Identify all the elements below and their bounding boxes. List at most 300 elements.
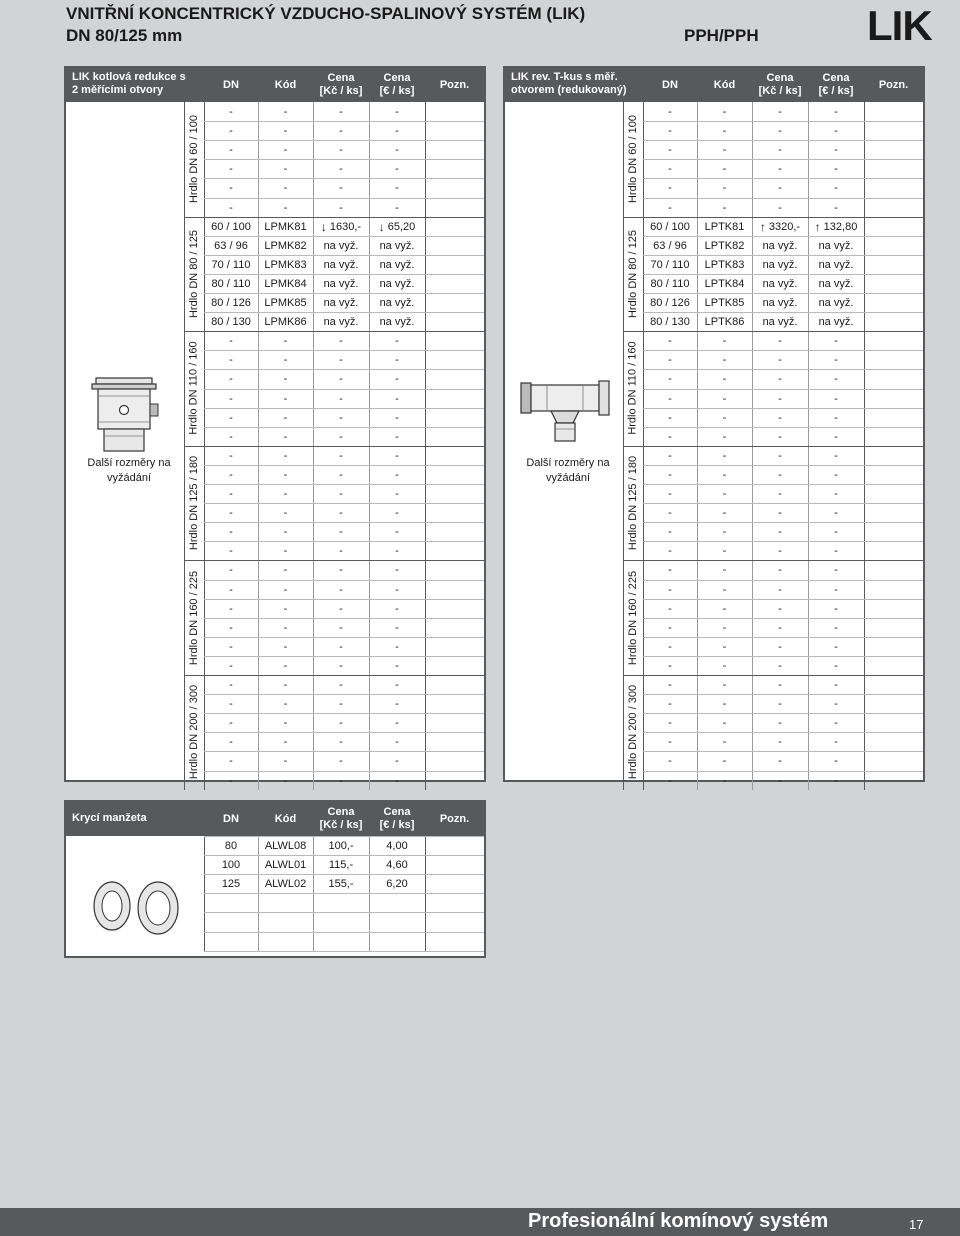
table-cell [697, 580, 752, 599]
table-cell-text: - [283, 106, 288, 118]
brand-logo: LIK [867, 2, 932, 49]
table-cell [808, 294, 864, 313]
table-cell-text: - [395, 526, 399, 539]
table-cell [313, 236, 369, 255]
table-cell-text: na vyž. [762, 297, 798, 309]
table-cell-text: - [778, 354, 782, 367]
table-cell [204, 932, 258, 951]
table-cell-text: - [834, 583, 838, 596]
table-cell [369, 733, 425, 752]
table-cell-text: - [395, 449, 399, 462]
table-cell [369, 523, 425, 542]
table-cell-text: na vyž. [323, 239, 359, 252]
table-cell [258, 580, 313, 599]
table-cell-text: - [778, 602, 782, 615]
table-cell [313, 676, 369, 695]
table-cell-text: 65,20 [387, 220, 416, 233]
table-cell [808, 465, 864, 484]
table-cell-text: na vyž. [323, 297, 359, 309]
table-cell [258, 446, 313, 465]
table-cell-text: - [229, 449, 233, 462]
table-cell [258, 389, 313, 408]
table-cell-text: - [668, 144, 672, 157]
table-cell [752, 618, 808, 637]
table-cell-text: - [834, 755, 838, 768]
table-cell-text: - [722, 564, 727, 577]
table-cell-text: - [668, 392, 672, 405]
table-cell-text: - [229, 755, 233, 768]
table-cell-text: - [834, 373, 838, 386]
table-cell-text: 100 [221, 859, 241, 872]
table-cell [369, 274, 425, 293]
table-cell [204, 255, 258, 274]
table-cell [752, 408, 808, 427]
table-cell [697, 274, 752, 293]
table-cell-text: - [722, 621, 727, 634]
table-cell-text: - [229, 411, 233, 424]
table-cell [808, 656, 864, 675]
table-cell [204, 198, 258, 217]
table-cell [697, 465, 752, 484]
table-cell [204, 913, 258, 932]
table-cell [369, 160, 425, 179]
table-cell-text: - [229, 201, 233, 214]
table-cell-text: - [283, 144, 288, 157]
table-cell-text: - [395, 774, 399, 787]
table-cell [697, 561, 752, 580]
table-cell-text: - [722, 449, 727, 462]
table-cell-text: - [339, 430, 343, 443]
table-cell-text: 60 / 100 [211, 220, 251, 233]
table-cell [697, 656, 752, 675]
group-label-text: Hrdlo DN 160 / 225 [627, 570, 640, 665]
table-cell-text: - [834, 774, 838, 787]
table-cell [643, 198, 697, 217]
table-cell [808, 561, 864, 580]
table-cell-text: - [229, 335, 233, 348]
table-cell [369, 656, 425, 675]
table-cell [752, 599, 808, 618]
table-cell-text: - [668, 736, 672, 749]
table-cell [752, 389, 808, 408]
table-cell [808, 389, 864, 408]
table-cell-text: - [834, 182, 838, 195]
group-label-text: Hrdlo DN 80 / 125 [627, 229, 640, 318]
table-cell-text: - [283, 449, 288, 462]
table-cell-text: - [283, 774, 288, 787]
table-cell-text: - [834, 640, 838, 653]
table-cell [258, 913, 313, 932]
table-cell-text: - [395, 144, 399, 157]
table-cell [204, 580, 258, 599]
table-cell [369, 618, 425, 637]
table-cell [752, 771, 808, 790]
table-cell [204, 179, 258, 198]
table-cell [313, 580, 369, 599]
table-cell [752, 542, 808, 561]
table-cell-text: - [722, 201, 727, 214]
table-cell-text: LPMK86 [264, 316, 307, 329]
table-cell [369, 122, 425, 141]
table-cell [313, 122, 369, 141]
table-cell-text: - [229, 717, 233, 730]
table-cell-text: - [722, 526, 727, 539]
table-cell [369, 141, 425, 160]
table-cell [204, 676, 258, 695]
table-cell [643, 676, 697, 695]
table-cell-text: - [229, 125, 233, 138]
table-cell-text: - [283, 602, 288, 615]
table-cell-text: - [722, 125, 727, 138]
material-label: PPH/PPH [684, 26, 759, 45]
table-cell-text: - [834, 526, 838, 539]
table-cell-text: - [722, 717, 727, 730]
table-cell-text: - [283, 125, 288, 138]
table-cell [697, 255, 752, 274]
table-cell [258, 427, 313, 446]
table-cell-text: - [668, 125, 672, 138]
table-cell [204, 837, 258, 856]
table-cell [313, 370, 369, 389]
table-cell [369, 485, 425, 504]
table-cell [369, 599, 425, 618]
table-cell-text: - [283, 468, 288, 481]
table-cell-text: - [778, 488, 782, 500]
table-cell [808, 618, 864, 637]
table-cell [697, 141, 752, 160]
table-cell [204, 733, 258, 752]
table-cell [697, 236, 752, 255]
table-cell-text: - [395, 545, 399, 558]
table-cell-text: - [395, 583, 399, 596]
table-cell [808, 714, 864, 733]
table-cell-text: 1630,- [329, 220, 362, 233]
table-cell [313, 714, 369, 733]
table-cell [313, 274, 369, 293]
table-cell [258, 351, 313, 370]
table-cell [313, 485, 369, 504]
table-cell-text: - [834, 449, 838, 462]
table-cell-text: na vyž. [323, 316, 359, 329]
group-label-text: Hrdlo DN 160 / 225 [188, 570, 201, 665]
table-cell [313, 656, 369, 675]
col-header-cena-label: Cena [822, 72, 850, 84]
table-cell-text: - [283, 335, 288, 348]
table-cell-text: - [283, 526, 288, 539]
table-cell [313, 408, 369, 427]
table-cell-text: - [339, 411, 343, 424]
table-cell-text: 80 / 126 [650, 297, 690, 309]
table-cell-text: LPTK86 [704, 316, 745, 329]
table-cell [258, 676, 313, 695]
table-cell [808, 160, 864, 179]
table-cell [258, 179, 313, 198]
table-cell [752, 370, 808, 389]
table-cell-text: - [395, 182, 399, 195]
table-cell [313, 351, 369, 370]
table-cell [369, 370, 425, 389]
table-cell-text: - [834, 698, 838, 711]
table-cell-text: - [668, 602, 672, 615]
table-cell [258, 561, 313, 580]
table-cell-text: 63 / 96 [653, 239, 687, 252]
table-cell [204, 294, 258, 313]
table-cell-text: 155,- [328, 878, 354, 891]
table-cell-text: - [229, 621, 233, 634]
table-cell-text: - [283, 182, 288, 195]
table-cell-text: - [229, 679, 233, 691]
table-cell [808, 274, 864, 293]
table-cell [204, 465, 258, 484]
group-label [624, 446, 642, 561]
table-cell-text: - [395, 163, 399, 176]
table-cell [204, 695, 258, 714]
table-cell-text: na vyž. [323, 277, 359, 290]
table-cell [258, 894, 313, 913]
table-cell-text: - [834, 335, 838, 348]
table-cell [369, 465, 425, 484]
group-label-text: Hrdlo DN 125 / 180 [627, 456, 640, 551]
table-cell [643, 733, 697, 752]
col-header-kc-unit: [Kč / ks] [319, 819, 363, 831]
table-cell [369, 752, 425, 771]
table-cell [369, 198, 425, 217]
table-cell-text: - [668, 430, 672, 443]
table-cell [752, 733, 808, 752]
table-cell-text: - [834, 163, 838, 176]
table-cell-text: - [778, 736, 782, 749]
table-cell-text: - [229, 640, 233, 653]
table-cell-text: LPMK81 [264, 220, 307, 233]
table-cell-text: - [668, 679, 672, 691]
table-cell-text: na vyž. [379, 277, 415, 290]
table-cell [313, 446, 369, 465]
table-cell [752, 294, 808, 313]
table-cell [643, 313, 697, 332]
table-cell-text: - [229, 545, 233, 558]
table-cell-text: - [395, 755, 399, 768]
table-cell [643, 255, 697, 274]
table-cell-text: - [339, 717, 343, 730]
table-cell [313, 894, 369, 913]
table-cell-text: na vyž. [762, 258, 798, 271]
table-cell-text: - [229, 659, 233, 672]
table-cell [369, 236, 425, 255]
table-cell-text: - [395, 411, 399, 424]
table-cell [697, 198, 752, 217]
table-cell [258, 122, 313, 141]
arrow-down-icon: ↓ [378, 219, 385, 234]
table-cell [643, 637, 697, 656]
table-cell [643, 294, 697, 313]
table-cell-text: - [778, 755, 782, 768]
group-label [185, 560, 203, 675]
arrow-up-icon: ↑ [759, 219, 766, 234]
table-cell [752, 504, 808, 523]
table-cell [204, 313, 258, 332]
table-cell-text: na vyž. [379, 316, 415, 329]
table-cell-text: - [339, 774, 343, 787]
table-cell-text: - [395, 602, 399, 615]
table-cell-text: - [668, 354, 672, 367]
table-cell [258, 332, 313, 351]
table-cell-text: na vyž. [379, 297, 415, 309]
table-cell [643, 656, 697, 675]
table-cell [313, 837, 369, 856]
table-cell [204, 408, 258, 427]
table-cell [752, 313, 808, 332]
table-cell [697, 446, 752, 465]
table-cell [808, 695, 864, 714]
table-cell-text: - [283, 679, 288, 691]
table-cell-text: - [668, 373, 672, 386]
table-cell-text: - [229, 373, 233, 386]
table-cell [752, 332, 808, 351]
arrow-up-icon: ↑ [814, 219, 821, 234]
table-cell-text: - [722, 488, 727, 500]
table-cell [643, 236, 697, 255]
table-cell-text: - [778, 106, 782, 118]
table-cell-text: - [778, 679, 782, 691]
table-cell [643, 122, 697, 141]
table-cell-text: na vyž. [762, 277, 798, 290]
table-cell [643, 427, 697, 446]
table-cell [697, 427, 752, 446]
table-cell [313, 332, 369, 351]
table-cell-text: - [395, 679, 399, 691]
table-cell [697, 103, 752, 122]
table-cell [204, 122, 258, 141]
table-cell-text: 132,80 [823, 220, 858, 233]
table-cell-text: - [283, 411, 288, 424]
table-cell [697, 714, 752, 733]
col-header-kc-unit: [Kč / ks] [319, 85, 363, 97]
table-cell-text: - [834, 430, 838, 443]
table-cell-text: - [722, 545, 727, 558]
table-cell [258, 752, 313, 771]
table-cell [204, 599, 258, 618]
table-cell-text: - [834, 545, 838, 558]
table-cell [313, 856, 369, 875]
table-cell-text: - [778, 507, 782, 520]
table-cell [313, 427, 369, 446]
table-cell-text: - [722, 335, 727, 348]
table-cell-text: - [668, 468, 672, 481]
table-cell-text: - [395, 717, 399, 730]
table-cell-text: - [283, 354, 288, 367]
group-label-text: Hrdlo DN 80 / 125 [188, 229, 201, 318]
table-cell-text: - [395, 507, 399, 520]
table-cell-text: - [668, 698, 672, 711]
table-cell [643, 141, 697, 160]
table-cell-text: - [778, 430, 782, 443]
table-cell-text: - [722, 373, 727, 386]
table-cell-text: - [778, 468, 782, 481]
table-cell-text: - [229, 106, 233, 118]
group-label [624, 331, 642, 446]
table-cell [369, 103, 425, 122]
table-cell [369, 351, 425, 370]
table-cell-text: - [339, 354, 343, 367]
table-cell [204, 103, 258, 122]
table-cell [369, 313, 425, 332]
table-cell [204, 427, 258, 446]
group-label [185, 217, 203, 332]
table-cell-text: na vyž. [762, 316, 798, 329]
table-cell [369, 837, 425, 856]
table-cell [808, 637, 864, 656]
table-cell-text: - [229, 468, 233, 481]
table-cell [369, 542, 425, 561]
table-cell-text: - [668, 488, 672, 500]
table-cell [752, 580, 808, 599]
table-cell [697, 313, 752, 332]
table-cell [313, 179, 369, 198]
group-label [185, 331, 203, 446]
table-cell-text: - [722, 507, 727, 520]
table-cell [808, 599, 864, 618]
table-cell [258, 465, 313, 484]
table-cell [752, 274, 808, 293]
table-cell [369, 217, 425, 236]
table-cell [313, 255, 369, 274]
table-cell-text: - [395, 698, 399, 711]
col-header-dn: DN [223, 78, 239, 91]
table-cell-text: LPMK85 [264, 297, 307, 309]
table-cell-text: - [339, 449, 343, 462]
table-cell-text: - [395, 659, 399, 672]
table-cell [808, 332, 864, 351]
panel-note: Další rozměry na vyžádání [526, 457, 610, 484]
table-cell-text: - [722, 392, 727, 405]
table-cell-text: - [668, 507, 672, 520]
table-cell-text: - [283, 583, 288, 596]
table-cell-text: - [229, 698, 233, 711]
panel-title: LIK rev. T-kus s měř. otvorem (redukovaný) [511, 71, 627, 96]
group-label [185, 102, 203, 217]
table-cell [313, 103, 369, 122]
table-cell-text: - [283, 755, 288, 768]
table-cell [643, 752, 697, 771]
table-cell [369, 894, 425, 913]
table-cell-text: 80 / 126 [211, 297, 251, 309]
col-header-cena-eur [808, 68, 864, 102]
table-cell [752, 198, 808, 217]
table-cell-text: - [668, 659, 672, 672]
table-cell [258, 695, 313, 714]
group-label-text: Hrdlo DN 200 / 300 [188, 685, 201, 780]
table-cell-text: - [339, 507, 343, 520]
table-cell [313, 198, 369, 217]
table-cell [752, 103, 808, 122]
table-cell [369, 714, 425, 733]
table-cell-text: - [283, 163, 288, 176]
table-cell-text: - [668, 106, 672, 118]
table-cell-text: 80 / 110 [211, 277, 251, 290]
table-cell [313, 523, 369, 542]
table-cell-text: - [283, 545, 288, 558]
table-cell [697, 294, 752, 313]
table-cell [643, 542, 697, 561]
panel-kryci-manzeta [64, 800, 486, 958]
table-cell [369, 389, 425, 408]
table-cell-text: - [668, 526, 672, 539]
table-cell-text: - [283, 698, 288, 711]
table-cell [258, 932, 313, 951]
table-cell [808, 408, 864, 427]
table-cell [752, 217, 808, 236]
table-cell-text: - [395, 201, 399, 214]
